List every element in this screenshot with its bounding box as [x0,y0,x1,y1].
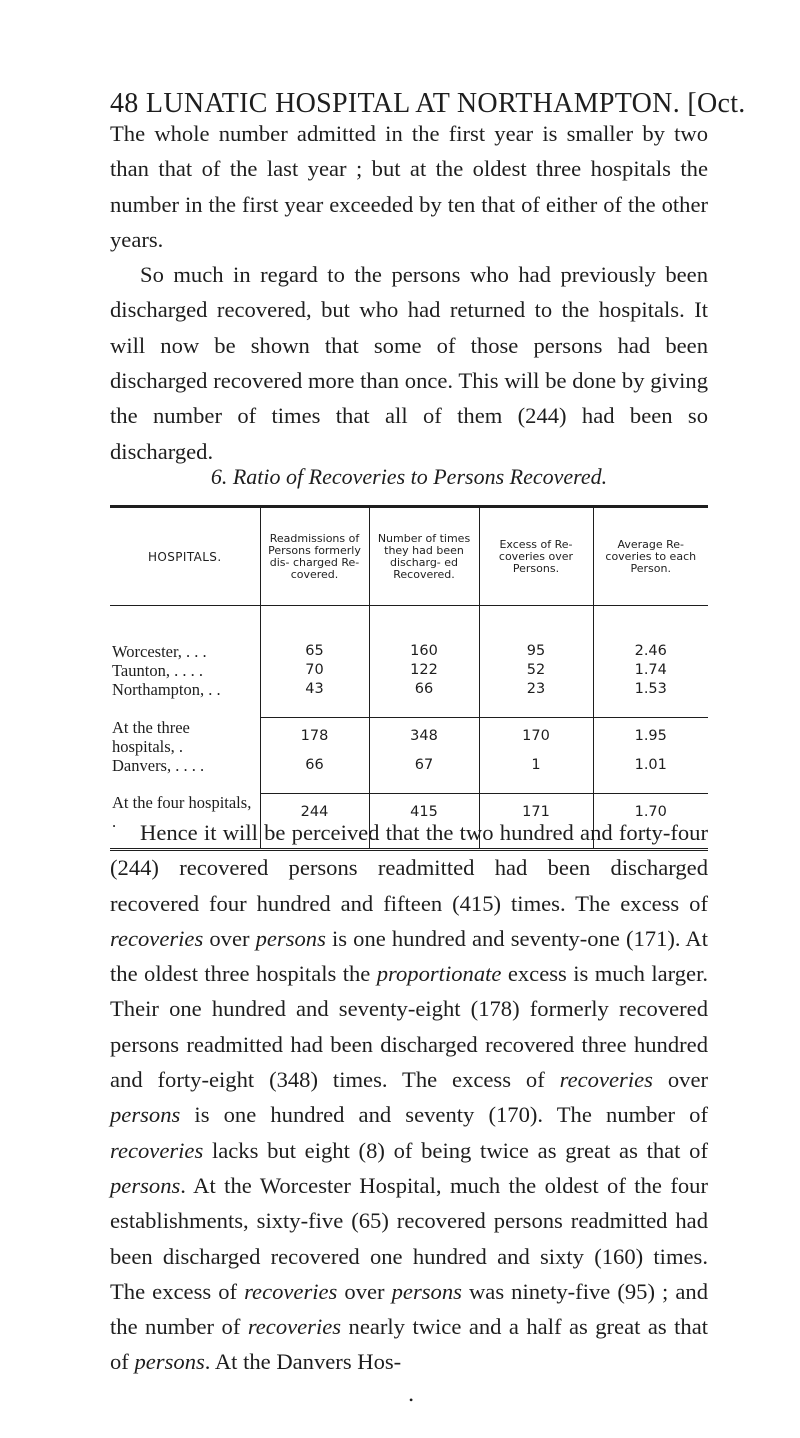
readmissions-value: 43 [260,680,369,699]
excess-value: 52 [479,661,593,680]
hospital-name: At the three hospitals, . [112,717,190,756]
readmissions-value: 178 [260,718,369,756]
section-title: Ratio of Recoveries to Persons Recovered. [232,464,608,489]
conclusion-fragment: over [337,1278,392,1304]
conclusion-paragraph [110,815,708,1380]
recoveries-table [110,505,708,851]
emphasis-proportionate: proportionate [376,961,502,987]
excess-value: 95 [479,642,593,661]
intro-text [110,116,708,469]
average-value: 2.46 [593,642,708,661]
readmissions-value: 244 [260,793,369,831]
emphasis-persons: persons [110,1172,181,1198]
header-readmissions: Readmissions of Persons formerly dis- charged Re- covered. [260,507,369,606]
excess-value: 171 [479,793,593,831]
table-row [110,718,708,756]
conclusion-fragment: over [203,925,256,951]
footer-mark: • [409,1393,414,1407]
average-value: 1.74 [593,661,708,680]
hospital-name: Worcester, . . . [112,642,207,661]
table-row [110,680,708,699]
discharged-value: 160 [369,642,479,661]
readmissions-value: 70 [260,661,369,680]
emphasis-recoveries: recoveries [244,1278,338,1304]
emphasis-persons: persons [110,1102,181,1128]
hospital-name: Taunton, . . . . [112,661,203,680]
discharged-value: 122 [369,661,479,680]
hospital-name: At the four hospitals, . [112,793,252,831]
discharged-value: 67 [369,756,479,775]
conclusion-fragment: lacks but eight (8) of being twice as great as that of [203,1137,708,1163]
average-value: 1.01 [593,756,708,775]
conclusion-fragment: . At the Danvers Hos- [204,1349,402,1375]
emphasis-recoveries: recoveries [559,1067,653,1093]
conclusion-fragment: Hence it will be perceived that the two hundred and forty-four (244) recovered persons readmitted had been discharged recovered four hundred and fifteen (415) times. The excess of [110,820,708,916]
average-value: 1.95 [593,718,708,756]
table-row [110,661,708,680]
readmissions-value: 65 [260,642,369,661]
average-value: 1.53 [593,680,708,699]
emphasis-persons: persons [134,1349,205,1375]
emphasis-persons: persons [391,1278,462,1304]
intro-paragraph-2: So much in regard to the persons who had previously been discharged recovered, but who had returned to the hospitals. It will now be shown that some of those persons had been discharged recovered more than once. This will be done by giving the number of times that all of them (244) had been so discharged. [110,262,708,464]
emphasis-recoveries: recoveries [110,925,204,951]
header-month: [Oct. [687,88,746,119]
running-title: LUNATIC HOSPITAL AT NORTHAMPTON. [145,88,681,119]
readmissions-value: 66 [260,756,369,775]
conclusion-fragment: is one hundred and seventy (170). The number of [180,1102,708,1128]
table-header-row [110,507,708,606]
header-discharged: Number of times they had been discharg- ed Recovered. [369,507,479,606]
hospital-name: Danvers, . . . . [112,755,205,775]
excess-value: 170 [479,718,593,756]
conclusion-fragment: . At the Worcester Hospital, much the oldest of the four establishments, sixty-five (65) recovered persons readmitted had been discharged recovered one hundred and sixty (160) times. The excess of [110,1172,708,1304]
intro-paragraph-1: The whole number admitted in the first year is smaller by two than that of the last year ; but at the oldest three hospitals the number in the first year exceeded by ten that of either of the other years. [110,121,708,252]
header-excess: Excess of Re- coveries over Persons. [479,507,593,606]
emphasis-recoveries: recoveries [247,1314,342,1340]
discharged-value: 415 [369,793,479,831]
excess-value: 1 [479,756,593,775]
conclusion-text [110,815,708,1380]
excess-value: 23 [479,680,593,699]
conclusion-fragment: excess is much larger. Their one hundred and seventy-eight (178) formerly recovered persons readmitted had been discharged recovered three hundred and forty-eight (348) times. The excess of [110,961,709,1093]
section-heading [110,464,708,490]
page-number: 48 [110,88,139,119]
section-number: 6. [210,464,228,489]
conclusion-fragment: nearly twice and a half as great as that of [110,1314,708,1375]
emphasis-recoveries: recoveries [110,1137,204,1163]
conclusion-fragment: was ninety-five (95) ; and the number of [110,1278,709,1340]
header-average: Average Re- coveries to each Person. [593,507,708,606]
conclusion-fragment: is one hundred and seventy-one (171). At the oldest three hospitals the [110,925,708,987]
discharged-value: 348 [369,718,479,756]
discharged-value: 66 [369,680,479,699]
hospital-name: Northampton, . . [112,680,221,699]
average-value: 1.70 [593,793,708,831]
table-row [110,756,708,775]
conclusion-fragment: over [652,1067,708,1093]
table-row [110,642,708,661]
header-hospitals: HOSPITALS. [110,507,260,606]
emphasis-persons: persons [255,925,326,951]
